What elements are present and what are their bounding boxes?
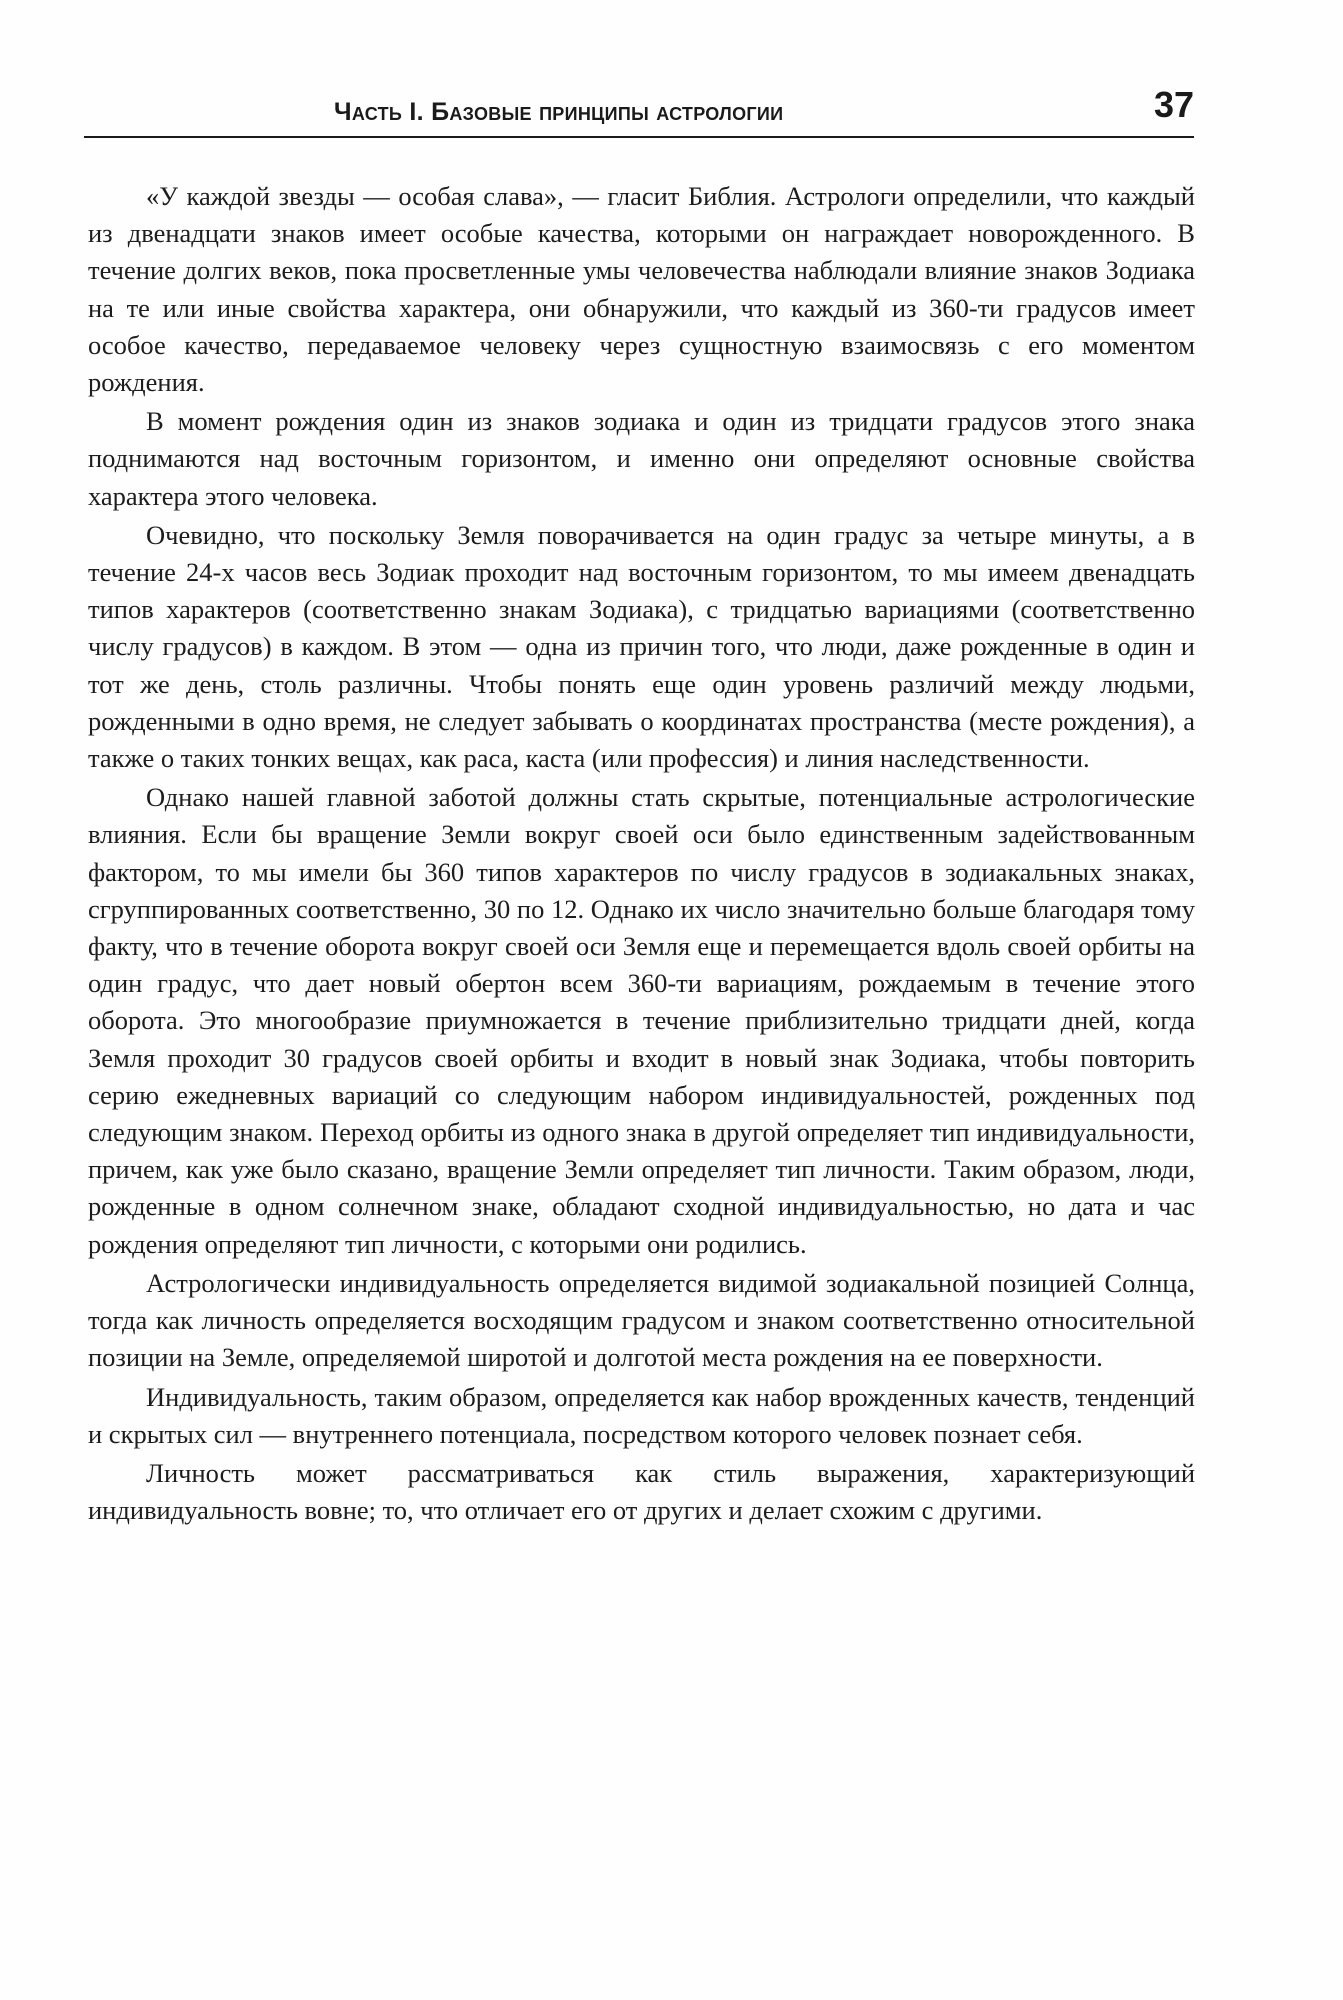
paragraph-7: Личность может рассматриваться как стиль выражения, характеризующий индивидуальность вовне; то, что отличает его от других и делает схожим с другими. — [88, 1457, 1195, 1526]
page-number: 37 — [1153, 84, 1194, 125]
body-text — [88, 178, 1195, 1531]
paragraph-6: Индивидуальность, таким образом, определяется как набор врожденных качеств, тенденций и скрытых сил — внутреннего потенциала, посредством которого человек познает себя. — [88, 1381, 1195, 1449]
running-title: Часть I. Базовые принципы астрологии — [334, 98, 784, 126]
running-head — [84, 84, 1194, 138]
paragraph-2: В момент рождения один из знаков зодиака и один из тридцати градусов этого знака поднимаются над восточным горизонтом, и именно они определяют основные свойства характера этого человека. — [88, 406, 1195, 511]
paragraph-5: Астрологически индивидуальность определяется видимой зодиакальной позицией Солнца, тогда как личность определяется восходящим градусом и знаком соответственно относительной позиции на Земле, определяемой широтой и долготой места рождения на ее поверхности. — [88, 1267, 1195, 1373]
paragraph-4: Однако нашей главной заботой должны стать скрытые, потенциальные астрологические влияния. Если бы вращение Земли вокруг своей оси было единственным задействованным фактором, то мы имели бы 360 типов характеров по числу градусов в зодиакальных знаках, сгруппированных соответственно, 30 по 12. Однако их число значительно больше благодаря тому факту, что в течение оборота вокруг своей оси Земля еще и перемещается вдоль своей орбиты на один градус, что дает новый обертон всем 360-ти вариациям, рождаемым в течение этого оборота. Это многообразие приумножается в течение приблизительно тридцати дней, когда Земля проходит 30 градусов своей орбиты и входит в новый знак Зодиака, чтобы повторить серию ежедневных вариаций со следующим набором индивидуальностей, рожденных под следующим знаком. Переход орбиты из одного знака в другой определяет тип индивидуальности, причем, как уже было сказано, вращение Земли определяет тип личности. Таким образом, люди, рожденные в одном солнечном знаке, обладают сходной индивидуальностью, но дата и час рождения определяют тип личности, с которыми они родились. — [88, 782, 1195, 1259]
paragraph-3: Очевидно, что поскольку Земля поворачивается на один градус за четыре минуты, а в течение 24-х часов весь Зодиак проходит над восточным горизонтом, то мы имеем двенадцать типов характеров (соответственно знакам Зодиака), с тридцатью вариациями (соответственно числу градусов) в каждом. В этом — одна из причин того, что люди, даже рожденные в один и тот же день, столь различны. Чтобы понять еще один уровень различий между людьми, рожденными в одно время, не следует забывать о координатах пространства (месте рождения), а также о таких тонких вещах, как раса, каста (или профессия) и линия наследственности. — [88, 519, 1195, 774]
paragraph-1: «У каждой звезды — особая слава», — гласит Библия. Астрологи определили, что каждый из двенадцати знаков имеет особые качества, которыми он награждает новорожденного. В течение долгих веков, пока просветленные умы человечества наблюдали влияние знаков Зодиака на те или иные свойства характера, они обнаружили, что каждый из 360-ти градусов имеет особое качество, передаваемое человеку через сущностную взаимосвязь с его моментом рождения. — [88, 181, 1195, 398]
